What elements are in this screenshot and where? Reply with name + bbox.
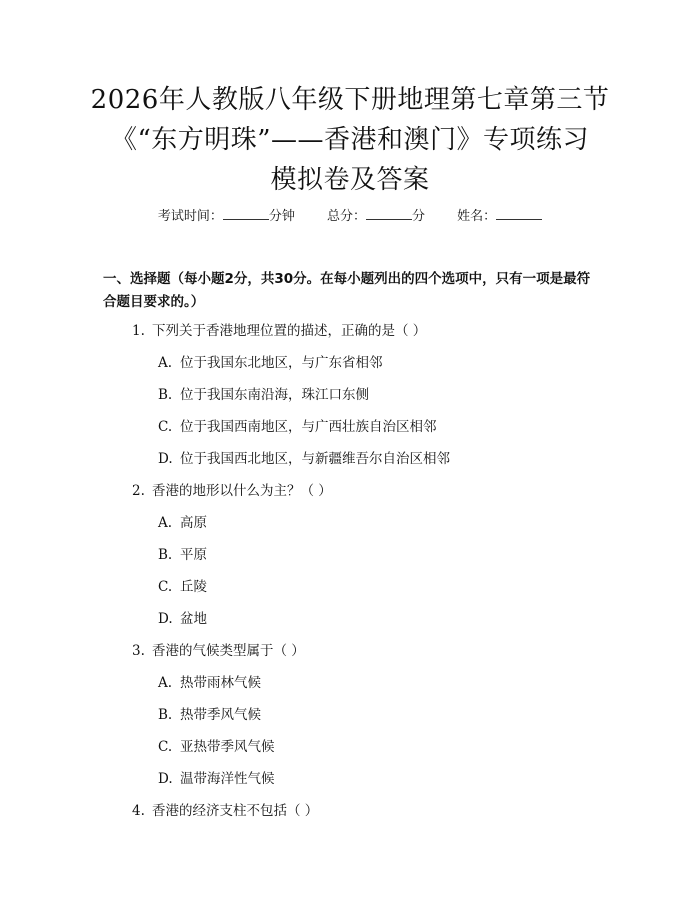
question-3-option-a	[158, 671, 261, 691]
question-2-option-a	[158, 511, 207, 531]
option-text: 热带雨林气候	[180, 675, 261, 691]
question-1-option-d	[158, 447, 450, 467]
option-text: 热带季风气候	[180, 707, 261, 723]
option-text: 丘陵	[180, 579, 207, 595]
option-letter: A.	[158, 675, 173, 691]
exam-time-label: 考试时间：	[157, 209, 223, 224]
question-number: 2.	[132, 483, 145, 499]
option-letter: A.	[158, 515, 173, 531]
option-letter: D.	[158, 771, 173, 787]
exam-time-unit: 分钟	[268, 209, 295, 224]
title-line-3: 模拟卷及答案	[270, 165, 430, 195]
question-3	[132, 639, 305, 659]
question-2-option-c	[158, 575, 207, 595]
total-score-label: 总分：	[326, 209, 366, 224]
option-letter: B.	[158, 707, 173, 723]
question-2-option-d	[158, 607, 207, 627]
option-text: 位于我国东北地区，与广东省相邻	[180, 355, 383, 371]
option-text: 温带海洋性气候	[180, 771, 275, 787]
title-line-2: 《“东方明珠”——香港和澳门》专项练习	[110, 125, 590, 155]
option-letter: A.	[158, 355, 173, 371]
question-text: 香港的地形以什么为主？（ ）	[152, 483, 332, 499]
option-letter: C.	[158, 579, 173, 595]
question-2	[132, 479, 332, 499]
question-4	[132, 799, 318, 819]
question-3-option-c	[158, 735, 275, 755]
option-letter: D.	[158, 611, 173, 627]
question-3-option-d	[158, 767, 275, 787]
option-letter: B.	[158, 387, 173, 403]
question-text: 香港的经济支柱不包括（ ）	[152, 803, 319, 819]
question-text: 香港的气候类型属于（ ）	[152, 643, 305, 659]
student-name-blank	[496, 207, 542, 220]
option-text: 平原	[180, 547, 207, 563]
total-score-unit: 分	[412, 209, 426, 224]
exam-time	[158, 209, 295, 224]
exam-time-blank	[223, 207, 269, 220]
total-score	[327, 209, 425, 224]
option-text: 高原	[180, 515, 207, 531]
option-letter: C.	[158, 739, 173, 755]
student-name	[457, 209, 542, 224]
document-title	[40, 80, 660, 200]
question-1	[132, 319, 426, 339]
exam-meta	[0, 205, 700, 224]
option-text: 盆地	[180, 611, 207, 627]
question-number: 4.	[132, 803, 145, 819]
option-letter: D.	[158, 451, 173, 467]
option-text: 位于我国西南地区，与广西壮族自治区相邻	[180, 419, 437, 435]
question-number: 3.	[132, 643, 145, 659]
question-1-option-a	[158, 351, 383, 371]
option-text: 位于我国西北地区，与新疆维吾尔自治区相邻	[180, 451, 450, 467]
section-heading: 一、选择题（每小题2分，共30分。在每小题列出的四个选项中，只有一项是最符合题目要求的。）	[103, 271, 591, 310]
option-letter: B.	[158, 547, 173, 563]
question-text: 下列关于香港地理位置的描述，正确的是（ ）	[152, 323, 427, 339]
question-1-option-c	[158, 415, 437, 435]
option-text: 亚热带季风气候	[180, 739, 275, 755]
title-line-1: 2026年人教版八年级下册地理第七章第三节	[90, 85, 610, 115]
option-letter: C.	[158, 419, 173, 435]
question-number: 1.	[132, 323, 145, 339]
question-3-option-b	[158, 703, 261, 723]
question-2-option-b	[158, 543, 207, 563]
total-score-blank	[366, 207, 412, 220]
student-name-label: 姓名：	[457, 209, 497, 224]
question-1-option-b	[158, 383, 369, 403]
option-text: 位于我国东南沿海，珠江口东侧	[180, 387, 369, 403]
